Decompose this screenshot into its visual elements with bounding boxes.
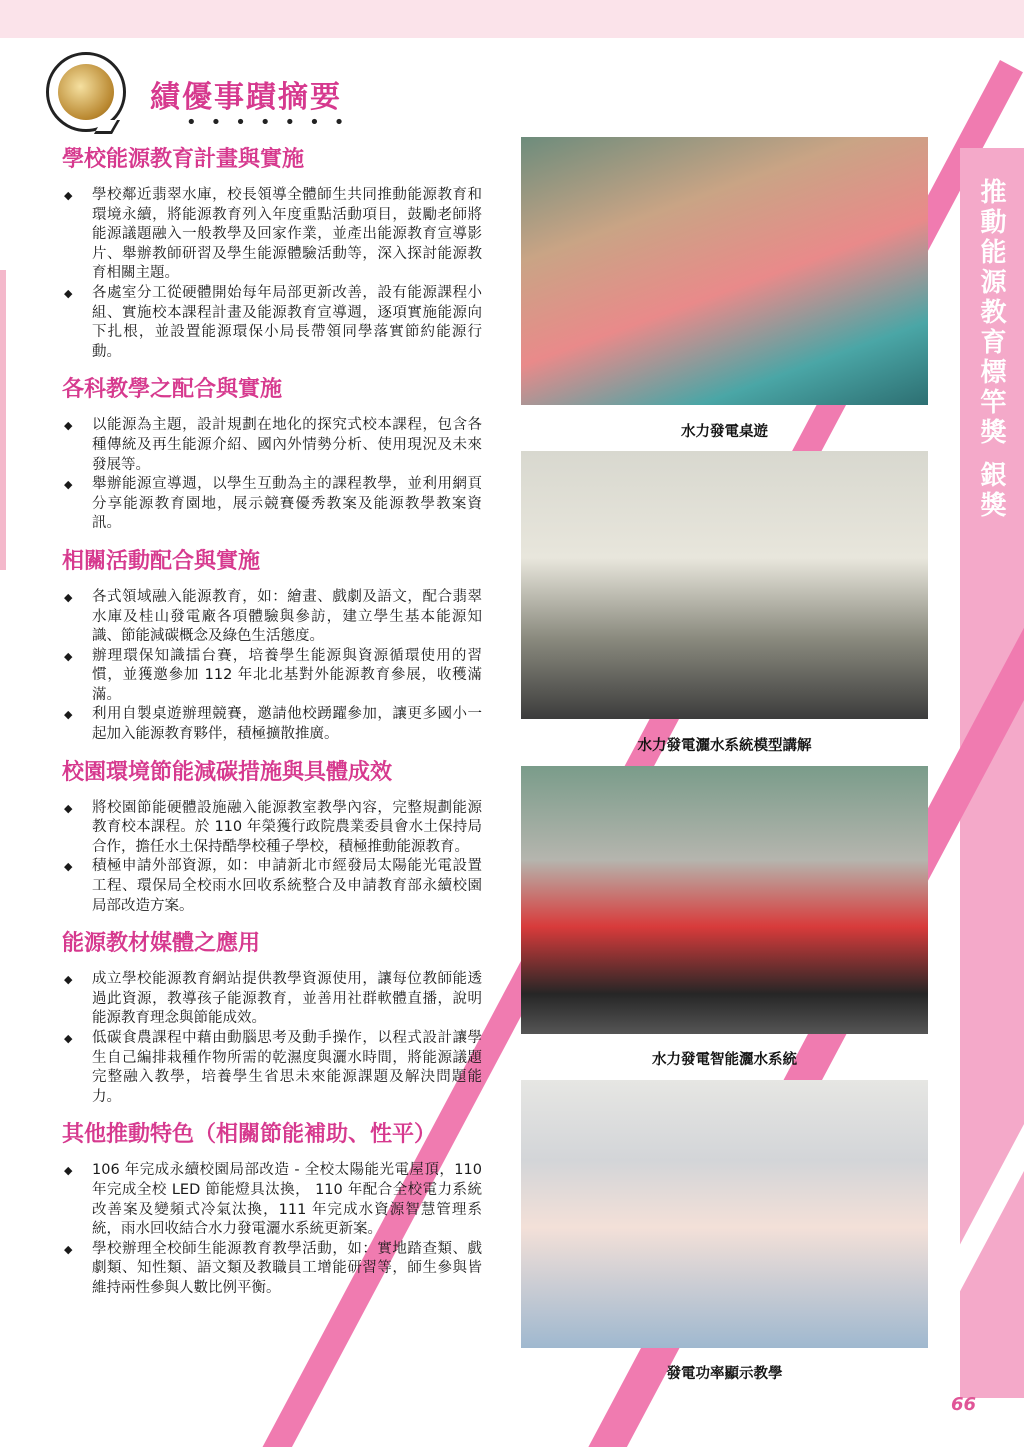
diamond-bullet-icon: ◆ [64,286,73,300]
bullet-list [62,970,482,1107]
diamond-bullet-icon: ◆ [64,860,73,874]
list-item: ◆ 舉辦能源宣導週，以學生互動為主的課程教學，並利用網頁分享能源教育園地，展示競賽優秀教案及能源教學教案資訊。 [64,476,482,532]
left-accent-bar [0,270,6,570]
diamond-bullet-icon: ◆ [64,801,73,815]
side-title: 推動能源教育標竿獎 銀獎 [976,178,1006,522]
section-title: 校園環境節能減碳措施與具體成效 [62,759,393,785]
list-item: ◆ 辦理環保知識擂台賽，培養學生能源與資源循環使用的習慣，並獲邀參加 112 年北北基對外能源教育參展，收穫滿滿。 [64,647,482,703]
list-item: ◆ 成立學校能源教育網站提供教學資源使用，讓每位教師能透過此資源，教導孩子能源教育，並善用社群軟體直播，說明能源教育理念與節能成效。 [64,971,482,1027]
list-item: ◆ 學校辦理全校師生能源教育教學活動，如：實地踏查類、戲劇類、知性類、語文類及教職員工增能研習等，師生參與皆維持兩性參與人數比例平衡。 [64,1240,482,1296]
list-item: ◆ 學校鄰近翡翠水庫，校長領導全體師生共同推動能源教育和環境永續，將能源教育列入年度重點活動項目，鼓勵老師將能源議題融入一般教學及回家作業，並產出能源教育宣導影片、舉辦教師研習及學生能源體驗活動等，深入探討能源教育相關主題。 [64,187,482,282]
diamond-bullet-icon: ◆ [64,590,73,604]
photo-caption: 水力發電桌遊 [681,424,768,440]
photo-caption: 發電功率顯示教學 [666,1366,783,1382]
photo-caption: 水力發電智能灑水系統 [652,1052,797,1068]
section-title: 各科教學之配合與實施 [62,377,283,403]
photo-caption: 水力發電灑水系統模型講解 [637,738,812,754]
list-item: ◆ 106 年完成永續校園局部改造 - 全校太陽能光電屋頂，110 年完成全校 LED 節能燈具汰換， 110 年配合全校電力系統改善案及變頻式冷氣汰換，111 年完成水資源智慧管理系統，雨水回收結合水力發電灑水系統更新案。 [64,1162,482,1238]
photo-board-game [521,137,928,405]
page-title: 績優事蹟摘要 [150,80,342,115]
page-header [46,52,466,132]
top-band [0,0,1024,38]
section-title: 能源教材媒體之應用 [62,931,261,957]
photo-sprinkler-model [521,451,928,719]
list-item: ◆ 積極申請外部資源，如：申請新北市經發局太陽能光電設置工程、環保局全校雨水回收系統整合及申請教育部永續校園局部改造方案。 [64,858,482,914]
bullet-list [62,186,482,362]
list-item: ◆ 以能源為主題，設計規劃在地化的探究式校本課程，包含各種傳統及再生能源介紹、國內外情勢分析、使用現況及未來發展等。 [64,417,482,473]
diamond-bullet-icon: ◆ [64,419,73,433]
photo-smart-sprinkler [521,766,928,1034]
content-column [62,146,482,1299]
title-dots: ••••••• [186,112,359,133]
list-item: ◆ 將校園節能硬體設施融入能源教室教學內容，完整規劃能源教育校本課程。於 110 年榮獲行政院農業委員會水土保持局合作，擔任水土保持酷學校種子學校，積極推動能源教育。 [64,799,482,855]
diamond-bullet-icon: ◆ [64,973,73,987]
bullet-list [62,1161,482,1298]
diamond-bullet-icon: ◆ [64,1032,73,1045]
page-number: 66 [951,1394,977,1415]
diamond-bullet-icon: ◆ [64,478,73,492]
diamond-bullet-icon: ◆ [64,189,73,202]
section-title: 學校能源教育計畫與實施 [62,147,305,172]
diamond-bullet-icon: ◆ [64,708,73,722]
section-title: 相關活動配合與實施 [62,548,261,574]
section-title: 其他推動特色（相關節能補助、性平） [62,1122,437,1148]
diamond-bullet-icon: ◆ [64,649,73,663]
list-item: ◆ 各式領域融入能源教育，如：繪畫、戲劇及語文，配合翡翠水庫及桂山發電廠各項體驗與參訪，建立學生基本能源知識、節能減碳概念及綠色生活態度。 [64,588,482,645]
list-item: ◆ 低碳食農課程中藉由動腦思考及動手操作，以程式設計讓學生自己編排栽種作物所需的乾濕度與灑水時間，將能源議題完整融入教學，培養學生省思未來能源課題及解決問題能力。 [64,1030,482,1105]
list-item: ◆ 各處室分工從硬體開始每年局部更新改善，設有能源課程小組、實施校本課程計畫及能源教育宣導週，逐項實施能源向下扎根，並設置能源環保小局長帶領同學落實節約能源行動。 [64,284,482,360]
bullet-list [62,799,482,917]
bullet-list [62,588,482,745]
diamond-bullet-icon: ◆ [64,1242,73,1256]
photo-power-display [521,1080,928,1348]
bullet-list [62,416,482,534]
diamond-bullet-icon: ◆ [64,1164,73,1178]
list-item: ◆ 利用自製桌遊辦理競賽，邀請他校踴躍參加，讓更多國小一起加入能源教育夥伴，積極擴散推廣。 [64,706,482,743]
